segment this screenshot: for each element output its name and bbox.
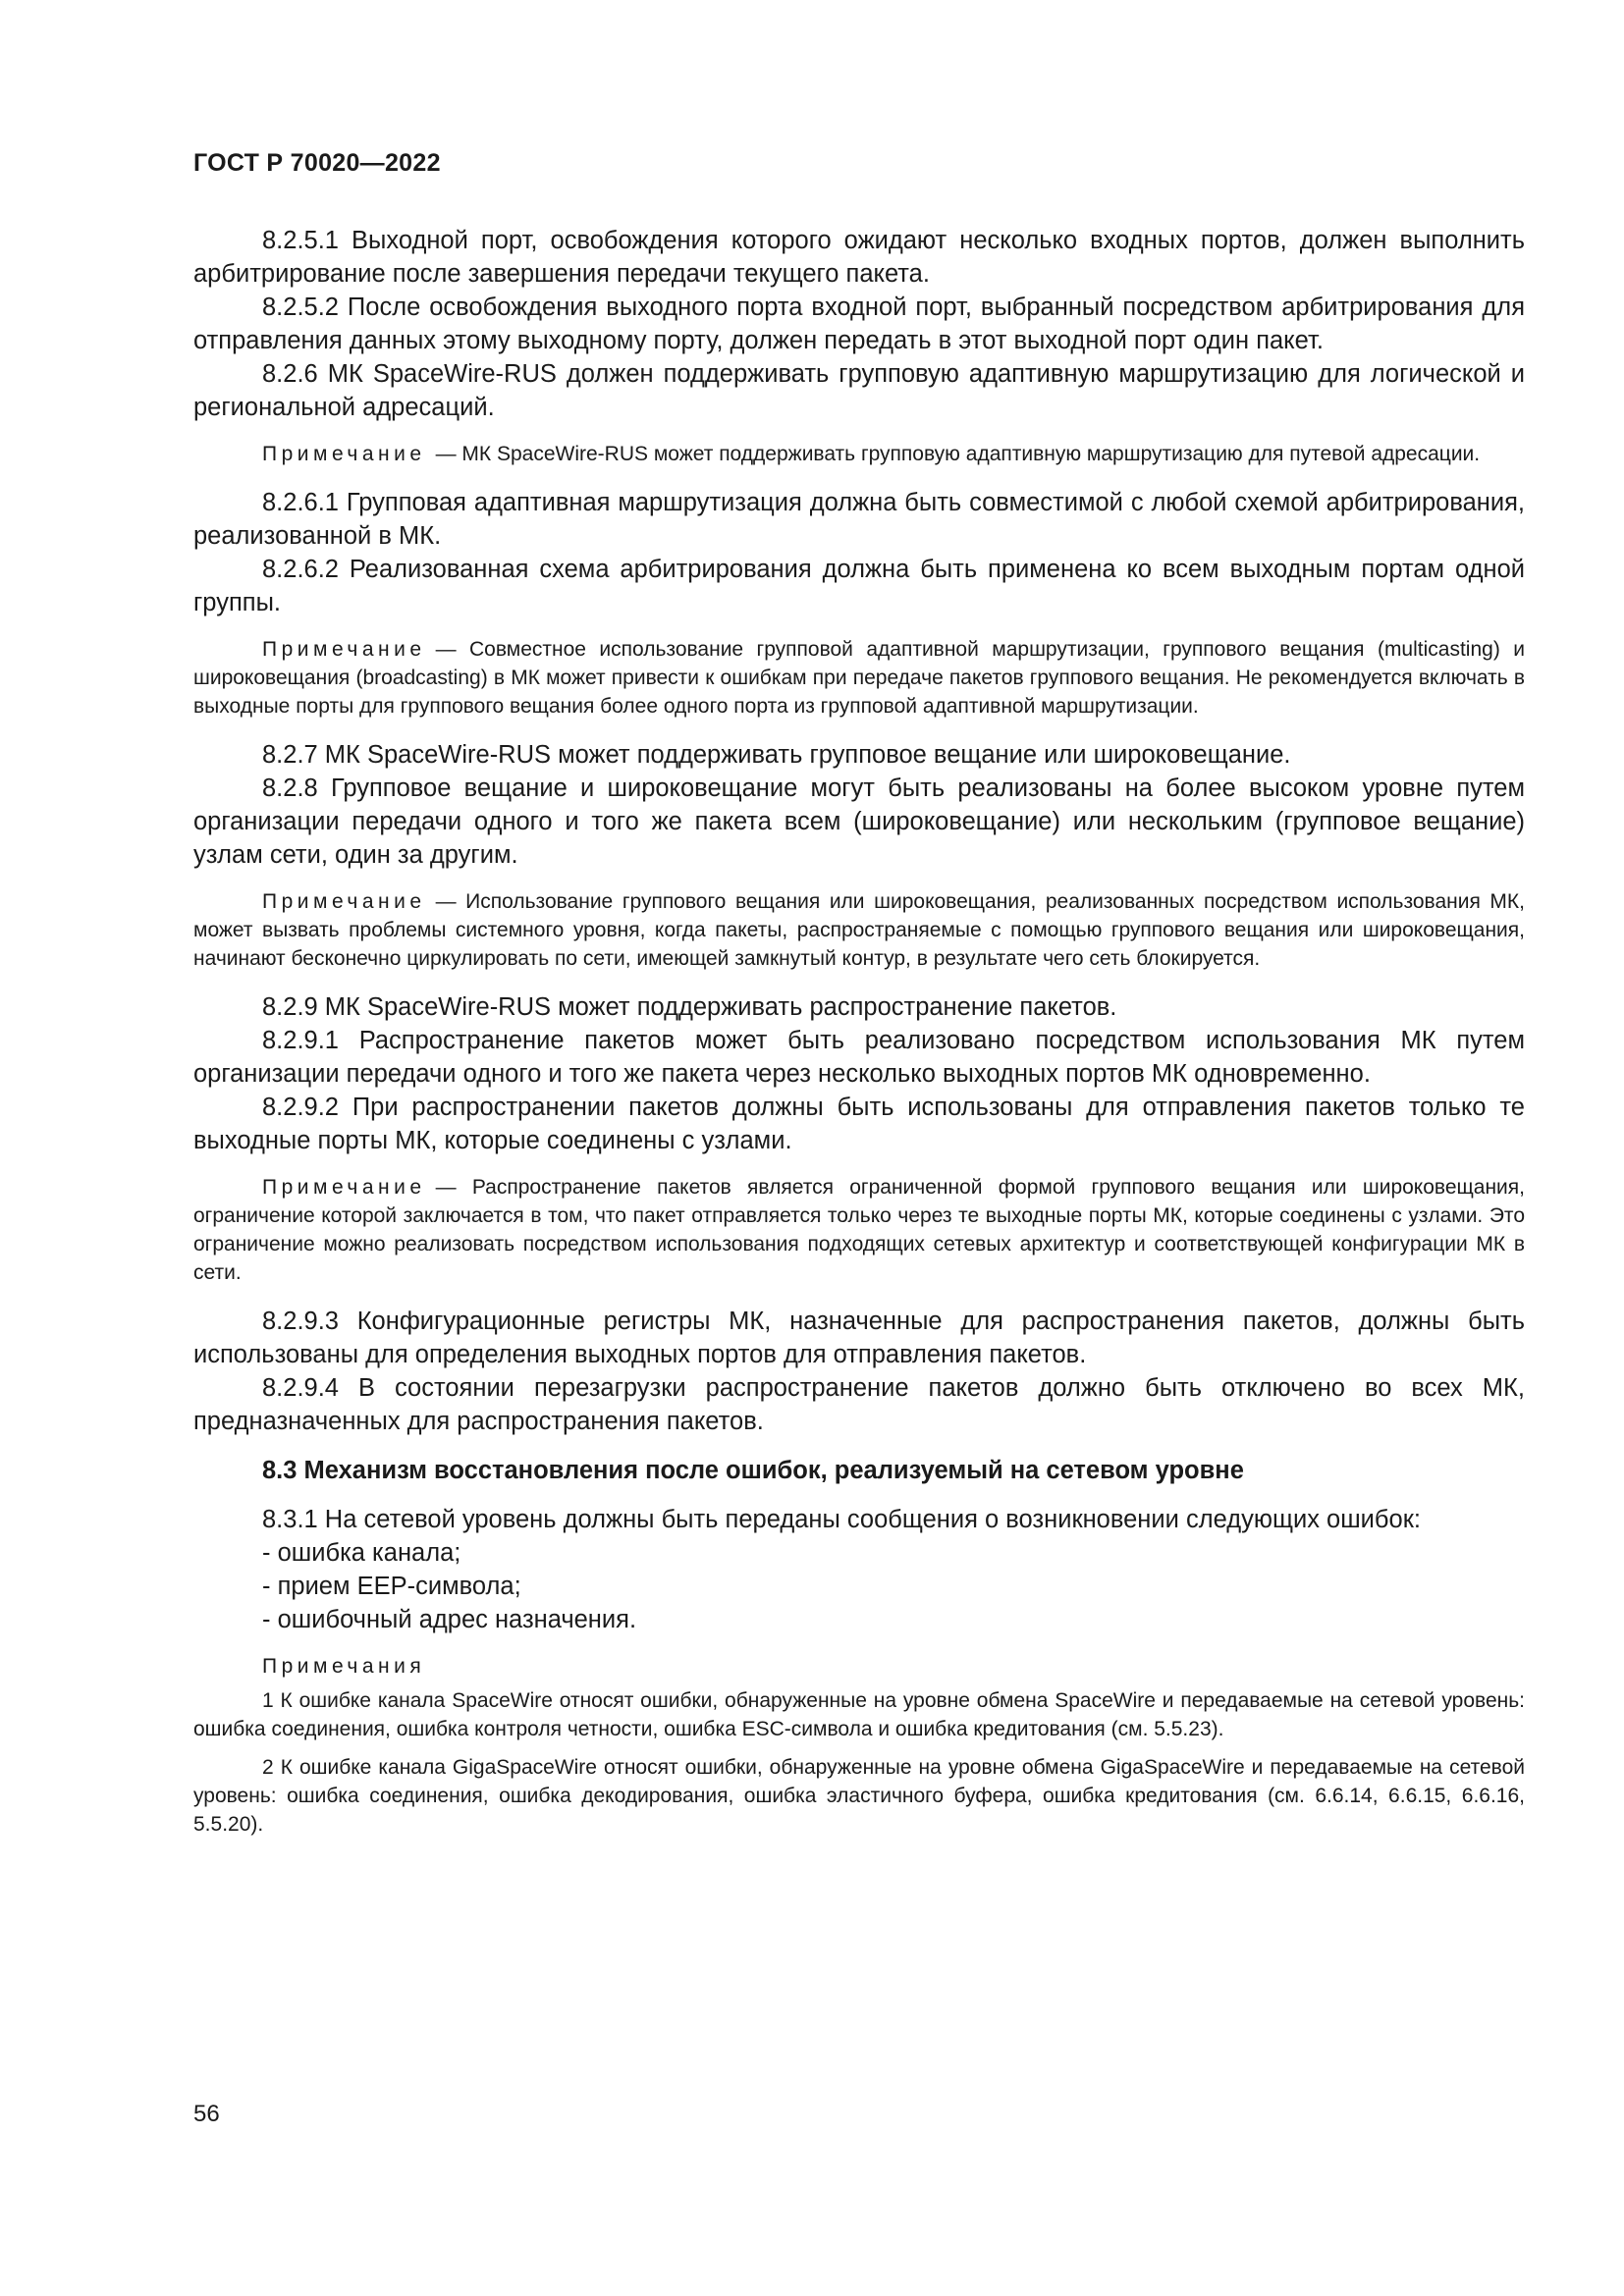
note-text: — Распространение пакетов является ограниченной формой группового вещания или широковещания, ограничение которой заключается в том, что пакет отправляется только через те выходные порты МК, которые соединены с узлами. Это ограничение можно реализовать посредством использования подходящих сетевых архитектур и соответствующей конфигурации МК в сети. [193, 1176, 1525, 1284]
paragraph: 8.2.9.1 Распространение пакетов может быть реализовано посредством использования МК путем организации передачи одного и того же пакета через несколько выходных портов МК одновременно. [193, 1027, 1525, 1088]
notes-label: Примечания [262, 1655, 426, 1678]
note-label: Примечание [262, 1176, 426, 1199]
paragraph: 8.2.7 МК SpaceWire-RUS может поддерживать групповое вещание или широковещание. [262, 741, 1291, 769]
note-item: 2 К ошибке канала GigaSpaceWire относят ошибки, обнаруженные на уровне обмена GigaSpaceWire и передаваемые на сетевой уровень: ошибка соединения, ошибка декодирования, ошибка эластичного буфера, ошибка кредитования (см. 6.6.14, 6.6.15, 6.6.16, 5.5.20). [193, 1756, 1525, 1836]
paragraph: 8.2.6.1 Групповая адаптивная маршрутизация должна быть совместимой с любой схемой арбитрирования, реализованной в МК. [193, 489, 1525, 550]
note-label: Примечание [262, 443, 426, 465]
list-item: - прием ЕЕР-символа; [262, 1573, 521, 1600]
paragraph: 8.3.1 На сетевой уровень должны быть переданы сообщения о возникновении следующих ошибок: [262, 1506, 1421, 1533]
list-item: - ошибка канала; [262, 1539, 461, 1567]
note-text: — МК SpaceWire-RUS может поддерживать групповую адаптивную маршрутизацию для путевой адресации. [435, 443, 1481, 465]
note-text: — Использование группового вещания или широковещания, реализованных посредством использования МК, может вызвать проблемы системного уровня, когда пакеты, распространяемые с помощью группового вещания или широковещания, начинают бесконечно циркулировать по сети, имеющей замкнутый контур, в результате чего сеть блокируется. [193, 890, 1525, 970]
note [193, 635, 1525, 721]
note [193, 1173, 1525, 1287]
section-title: 8.3 Механизм восстановления после ошибок, реализуемый на сетевом уровне [262, 1457, 1244, 1484]
paragraph: 8.2.6.2 Реализованная схема арбитрирования должна быть применена ко всем выходным портам одной группы. [193, 556, 1525, 616]
paragraph: 8.2.8 Групповое вещание и широковещание могут быть реализованы на более высоком уровне путем организации передачи одного и того же пакета всем (широковещание) или нескольким (групповое вещание) узлам сети, один за другим. [193, 774, 1525, 869]
paragraph: 8.2.6 МК SpaceWire-RUS должен поддерживать групповую адаптивную маршрутизацию для логической и региональной адресаций. [193, 360, 1525, 421]
note-label: Примечание [262, 638, 426, 661]
document-body [193, 224, 1525, 1848]
error-list [193, 1536, 1525, 1636]
paragraph: 8.2.9.4 В состоянии перезагрузки распространение пакетов должно быть отключено во всех МК, предназначенных для распространения пакетов. [193, 1374, 1525, 1435]
document-header: ГОСТ Р 70020—2022 [193, 149, 441, 177]
paragraph: 8.2.9.2 При распространении пакетов должны быть использованы для отправления пакетов только те выходные порты МК, которые соединены с узлами. [193, 1094, 1525, 1154]
note-item: 1 К ошибке канала SpaceWire относят ошибки, обнаруженные на уровне обмена SpaceWire и передаваемые на сетевой уровень: ошибка соединения, ошибка контроля четности, ошибка ESC-символа и ошибка кредитования (см. 5.5.23). [193, 1689, 1525, 1740]
paragraph: 8.2.9.3 Конфигурационные регистры МК, назначенные для распространения пакетов, должны быть использованы для определения выходных портов для отправления пакетов. [193, 1308, 1525, 1368]
paragraph: 8.2.5.2 После освобождения выходного порта входной порт, выбранный посредством арбитрирования для отправления данных этому выходному порту, должен передать в этот выходной порт один пакет. [193, 294, 1525, 354]
paragraph: 8.2.5.1 Выходной порт, освобождения которого ожидают несколько входных портов, должен выполнить арбитрирование после завершения передачи текущего пакета. [193, 227, 1525, 288]
note [193, 887, 1525, 973]
page-number: 56 [193, 2101, 220, 2127]
note-text: — Совместное использование групповой адаптивной маршрутизации, группового вещания (multicasting) и широковещания (broadcasting) в МК может привести к ошибкам при передаче пакетов группового вещания. Не рекомендуется включать в выходные порты для группового вещания более одного порта из групповой адаптивной маршрутизации. [193, 638, 1525, 718]
list-item: - ошибочный адрес назначения. [262, 1606, 637, 1633]
note [193, 440, 1525, 468]
paragraph: 8.2.9 МК SpaceWire-RUS может поддерживать распространение пакетов. [262, 993, 1117, 1021]
note-label: Примечание [262, 890, 426, 913]
